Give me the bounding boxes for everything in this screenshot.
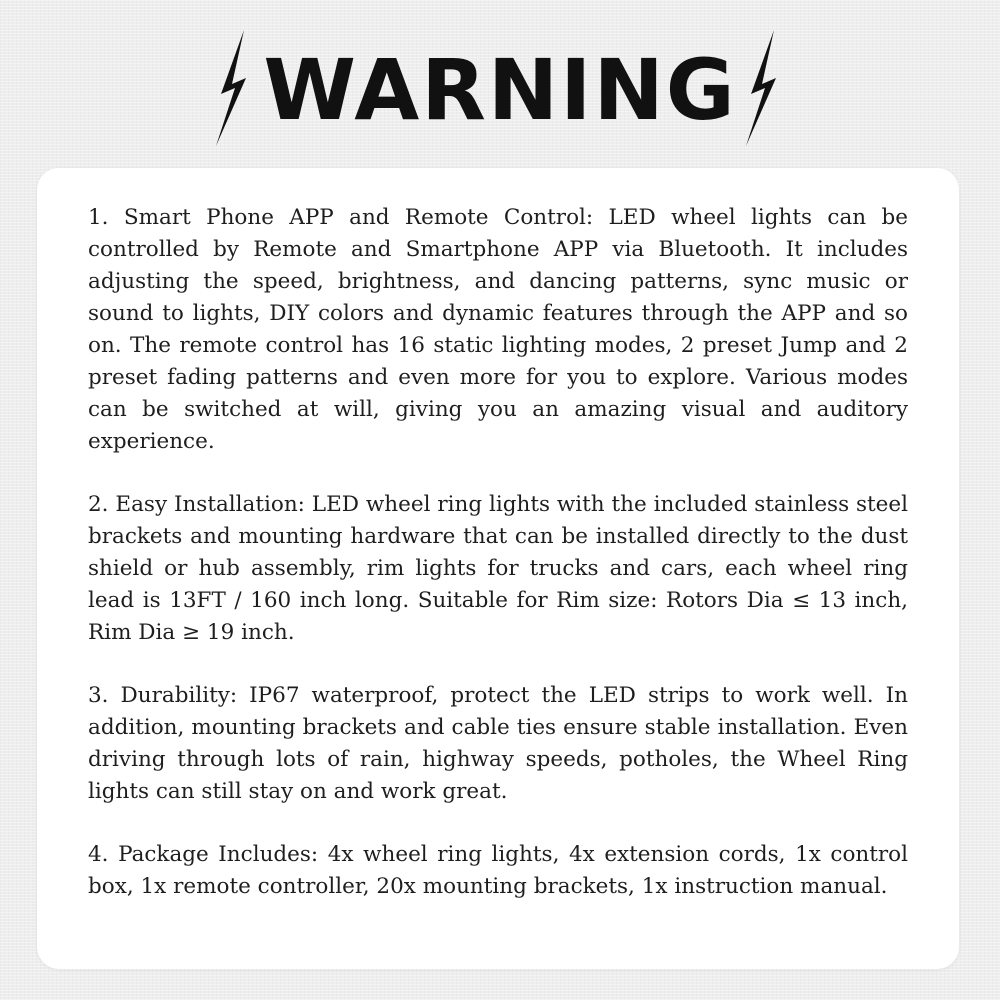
page-title: WARNING: [263, 41, 737, 139]
warning-item-package: 4. Package Includes: 4x wheel ring lights, 4x extension cords, 1x control box, 1x remote controller, 20x mounting brackets, 1x instruction manual.: [88, 842, 908, 899]
warning-list: [88, 202, 908, 934]
warning-item-installation: 2. Easy Installation: LED wheel ring lights with the included stainless steel brackets and mounting hardware that can be installed directly to the dust shield or hub assembly, rim lights for trucks and cars, each wheel ring lead is 13FT / 160 inch long. Suitable for Rim size: Rotors Dia ≤ 13 inch, Rim Dia ≥ 19 inch.: [88, 492, 908, 645]
warning-item-app-remote: 1. Smart Phone APP and Remote Control: LED wheel lights can be controlled by Remote and Smartphone APP via Bluetooth. It includes adjusting the speed, brightness, and dancing patterns, sync music or sound to lights, DIY colors and dynamic features through the APP and so on. The remote control has 16 static lighting modes, 2 preset Jump and 2 preset fading patterns and even more for you to explore. Various modes can be switched at will, giving you an amazing visual and auditory experience.: [88, 205, 908, 454]
warning-item-durability: 3. Durability: IP67 waterproof, protect the LED strips to work well. In addition, mounting brackets and cable ties ensure stable installation. Even driving through lots of rain, highway speeds, potholes, the Wheel Ring lights can still stay on and work great.: [88, 683, 908, 804]
warning-card: [37, 168, 959, 969]
warning-header: [0, 28, 1000, 153]
lightning-bolt-icon: [734, 28, 804, 148]
